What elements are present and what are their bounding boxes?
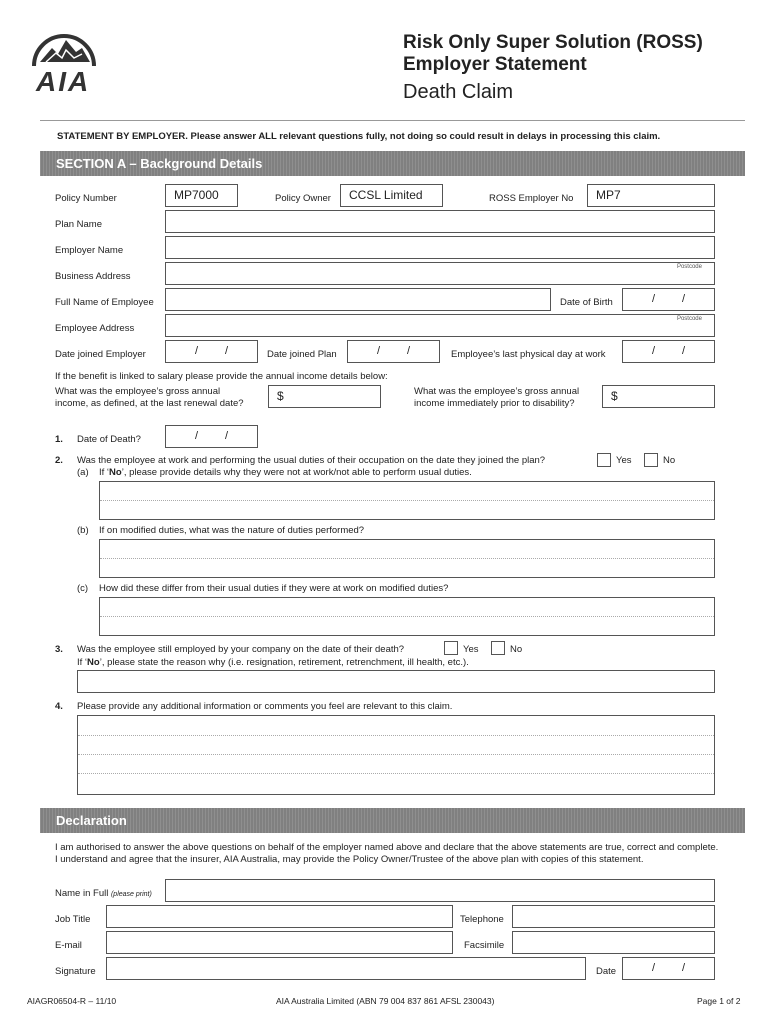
top-divider: [40, 120, 745, 121]
currency-symbol: $: [277, 389, 284, 403]
date-of-death-field[interactable]: / /: [165, 425, 258, 448]
q3-label: Was the employee still employed by your company on the date of their death?: [77, 644, 405, 655]
q2c-letter: (c): [77, 583, 89, 594]
salary-note: If the benefit is linked to salary please provide the annual income details below:: [55, 371, 388, 382]
q3-yes-label: Yes: [463, 644, 479, 655]
q1-number: 1.: [55, 434, 63, 445]
form-title-line2: Employer Statement: [403, 54, 587, 75]
form-title-line1: Risk Only Super Solution (ROSS): [403, 32, 703, 53]
q2-label: Was the employee at work and performing the usual duties of their occupation on the date they joined the plan?: [77, 455, 546, 466]
last-day-label: Employee’s last physical day at work: [451, 349, 606, 360]
ross-employer-no-label: ROSS Employer No: [489, 193, 574, 204]
q2a-label: If ‘No’, please provide details why they were not at work/not able to perform usual duties.: [99, 467, 472, 478]
logo-text: AIA: [36, 66, 91, 97]
q1-label: Date of Death?: [77, 434, 141, 445]
form-subtitle: Death Claim: [403, 81, 514, 103]
q3-reason-field[interactable]: [77, 670, 715, 693]
date-joined-employer-field[interactable]: / /: [165, 340, 258, 363]
date-joined-employer-label: Date joined Employer: [55, 349, 146, 360]
date-joined-plan-label: Date joined Plan: [267, 349, 337, 360]
employee-address-field[interactable]: [165, 314, 715, 337]
q2-no-label: No: [663, 455, 676, 466]
job-title-label: Job Title: [55, 914, 91, 925]
telephone-field[interactable]: [512, 905, 715, 928]
income-renewal-field[interactable]: [268, 385, 381, 408]
q4-number: 4.: [55, 701, 63, 712]
telephone-label: Telephone: [460, 914, 504, 925]
facsimile-label: Facsimile: [464, 940, 505, 951]
q2a-letter: (a): [77, 467, 89, 478]
employer-name-field[interactable]: [165, 236, 715, 259]
plan-name-label: Plan Name: [55, 219, 102, 230]
income-renewal-label-2: income, as defined, at the last renewal date?: [55, 398, 244, 409]
q2c-details-field[interactable]: [99, 597, 715, 636]
declaration-date-field[interactable]: / /: [622, 957, 715, 980]
policy-owner-value: CCSL Limited: [349, 188, 423, 202]
business-address-label: Business Address: [55, 271, 131, 282]
policy-number-value: MP7000: [174, 188, 219, 202]
job-title-field[interactable]: [106, 905, 453, 928]
employee-postcode-label: Postcode: [676, 316, 702, 322]
date-joined-plan-field[interactable]: / /: [347, 340, 440, 363]
full-name-field[interactable]: [165, 288, 551, 311]
company-info: AIA Australia Limited (ABN 79 004 837 861 AFSL 230043): [276, 996, 495, 1006]
q3-number: 3.: [55, 644, 63, 655]
policy-owner-label: Policy Owner: [275, 193, 331, 204]
q3-no-checkbox[interactable]: [491, 641, 505, 655]
q4-label: Please provide any additional information or comments you feel are relevant to this claim.: [77, 701, 453, 712]
email-field[interactable]: [106, 931, 453, 954]
signature-label: Signature: [55, 966, 96, 977]
declaration-text: I am authorised to answer the above questions on behalf of the employer named above and declare that the above statements are true, correct and complete. I understand and agree that the insurer, AIA Australia, may provide the Policy Owner/Trustee of the above plan with copies of this statement.: [55, 842, 719, 865]
dob-field[interactable]: / /: [622, 288, 715, 311]
business-address-field[interactable]: [165, 262, 715, 285]
q2b-details-field[interactable]: [99, 539, 715, 578]
section-a-title: SECTION A – Background Details: [56, 156, 263, 171]
email-label: E-mail: [55, 940, 82, 951]
q2-number: 2.: [55, 455, 63, 466]
q3-yes-checkbox[interactable]: [444, 641, 458, 655]
declaration-title: Declaration: [56, 813, 127, 828]
income-disability-label-2: income immediately prior to disability?: [414, 398, 575, 409]
q3-no-label: No: [510, 644, 523, 655]
currency-symbol: $: [611, 389, 618, 403]
q2b-label: If on modified duties, what was the nature of duties performed?: [99, 525, 365, 536]
facsimile-field[interactable]: [512, 931, 715, 954]
q2b-letter: (b): [77, 525, 89, 536]
declaration-header: [40, 808, 745, 833]
q2a-details-field[interactable]: [99, 481, 715, 520]
full-name-label: Full Name of Employee: [55, 297, 154, 308]
q2c-label: How did these differ from their usual duties if they were at work on modified duties?: [99, 583, 449, 594]
q2-yes-label: Yes: [616, 455, 632, 466]
ross-employer-no-field[interactable]: [587, 184, 715, 207]
signature-field[interactable]: [106, 957, 586, 980]
income-disability-field[interactable]: [602, 385, 715, 408]
name-field[interactable]: [165, 879, 715, 902]
q2-yes-checkbox[interactable]: [597, 453, 611, 467]
business-postcode-label: Postcode: [676, 264, 702, 270]
q2-no-checkbox[interactable]: [644, 453, 658, 467]
income-renewal-label-1: What was the employee’s gross annual: [55, 386, 221, 397]
policy-owner-field[interactable]: [340, 184, 443, 207]
q4-comments-field[interactable]: [77, 715, 715, 795]
instructions: STATEMENT BY EMPLOYER. Please answer ALL relevant questions fully, not doing so could result in delays in processing this claim.: [57, 131, 661, 142]
plan-name-field[interactable]: [165, 210, 715, 233]
section-a-header: [40, 151, 745, 176]
ross-employer-no-value: MP7: [596, 188, 621, 202]
page-number: Page 1 of 2: [697, 996, 741, 1006]
dob-label: Date of Birth: [560, 297, 613, 308]
policy-number-field[interactable]: [165, 184, 238, 207]
policy-number-label: Policy Number: [55, 193, 117, 204]
date-label: Date: [596, 966, 617, 977]
aia-logo: [26, 22, 102, 98]
employer-name-label: Employer Name: [55, 245, 124, 256]
q3-sub-label: If ‘No’, please state the reason why (i.e. resignation, retirement, retrenchment, ill health, etc.).: [77, 657, 469, 668]
name-label: Name in Full (please print): [55, 888, 152, 899]
income-disability-label-1: What was the employee’s gross annual: [414, 386, 580, 397]
last-day-field[interactable]: / /: [622, 340, 715, 363]
employee-address-label: Employee Address: [55, 323, 135, 334]
form-code: AIAGR06504-R – 11/10: [27, 996, 117, 1006]
